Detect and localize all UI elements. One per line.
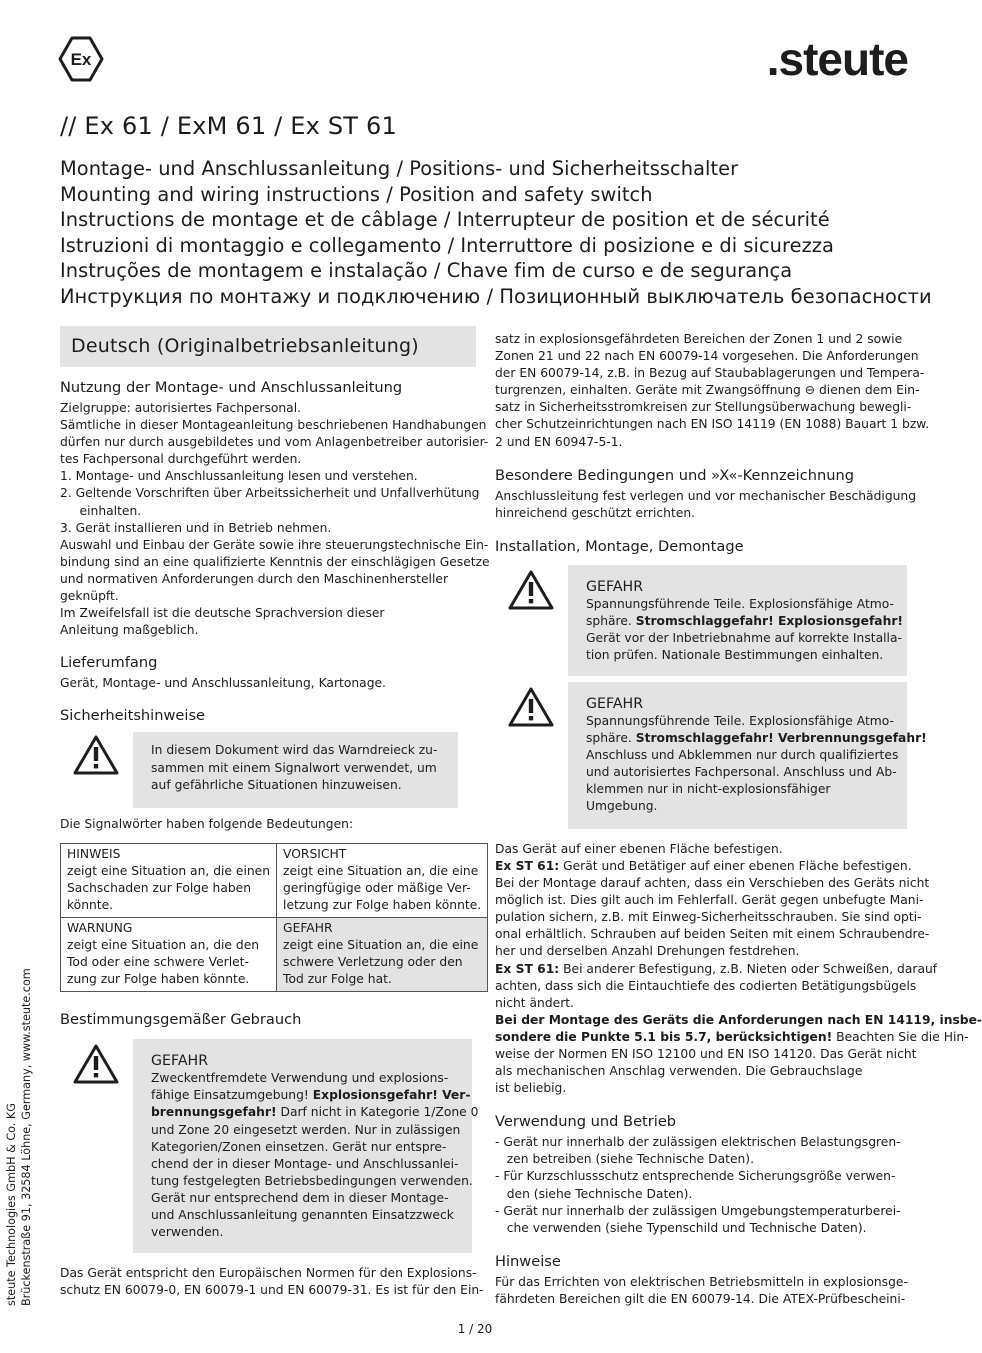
usage-line: 3. Gerät installieren und in Betrieb nehmen.	[60, 520, 332, 535]
usage-line: Anleitung maßgeblich.	[60, 623, 199, 638]
mounting-line: Ex ST 61: Gerät und Betätiger auf einer ebenen Fläche befestigen.	[495, 858, 912, 873]
usage-paragraph	[60, 400, 490, 639]
safety-note-line: sammen mit einem Signalwort verwendet, um	[151, 760, 437, 775]
mounting-line: möglich ist. Dies gilt auch im Fehlerfall. Gerät gegen unbefugte Mani-	[495, 893, 924, 908]
mounting-paragraph	[495, 841, 982, 1097]
norms-line: der EN 60079-14, z.B. in Bezug auf Staubablagerungen und Tempera-	[495, 366, 925, 381]
table-cell-warnung	[61, 917, 277, 991]
danger-line: chend der in dieser Montage- und Anschlussanlei-	[151, 1156, 459, 1171]
danger-line: und Zone 20 eingesetzt werden. Nur in zulässigen	[151, 1122, 461, 1137]
signal-word-text: zeigt eine Situation an, die eine	[283, 937, 479, 952]
list-item: - Gerät nur innerhalb der zulässigen Umgebungstemperaturberei-	[495, 1203, 901, 1218]
mounting-line: nicht ändert.	[495, 995, 574, 1010]
intended-use-heading: Bestimmungsgemäßer Gebrauch	[60, 1011, 302, 1029]
table-cell-vorsicht	[277, 843, 488, 917]
signal-intro: Die Signalwörter haben folgende Bedeutungen:	[60, 817, 354, 832]
list-item: - Gerät nur innerhalb der zulässigen elektrischen Belastungsgren-	[495, 1135, 901, 1150]
safety-heading: Sicherheitshinweise	[60, 707, 206, 725]
danger-line: verwenden.	[151, 1225, 224, 1240]
mounting-line: her und derselben Anzahl Drehungen festdrehen.	[495, 944, 800, 959]
danger-line: Umgebung.	[586, 799, 658, 814]
install-danger-1-box	[568, 565, 907, 676]
installation-heading: Installation, Montage, Demontage	[495, 537, 744, 555]
mounting-line: achten, dass sich die Eintauchtiefe des codierten Betätigungsbügels	[495, 978, 917, 993]
usage-line: und normativen Anforderungen durch den Maschinenhersteller	[60, 571, 448, 586]
brand-logo: .steute	[766, 33, 908, 85]
company-address: Brückenstraße 91, 32584 Löhne, Germany, www.steute.com	[20, 968, 33, 1306]
danger-line: und autorisiertes Fachpersonal. Anschluss und Ab-	[586, 765, 897, 780]
norms-line: satz in Sicherheitsstromkreisen zur Stellungsüberwachung bewegli-	[495, 400, 912, 415]
danger-title: GEFAHR	[151, 1053, 209, 1070]
mounting-line: weise der Normen EN ISO 12100 und EN ISO 14120. Das Gerät nicht	[495, 1046, 917, 1061]
danger-line: klemmen nur in nicht-explosionsfähiger	[586, 782, 831, 797]
norms-line: Das Gerät entspricht den Europäischen Normen für den Explosions-	[60, 1266, 477, 1281]
safety-notice	[60, 732, 476, 808]
mounting-line: Bei der Montage des Geräts die Anforderungen nach EN 14119, insbe-	[495, 1012, 982, 1027]
notes-line: Für das Errichten von elektrischen Betriebsmitteln in explosionsge-	[495, 1274, 908, 1289]
signal-word-text: Tod zur Folge hat.	[283, 972, 392, 987]
scope-text: Gerät, Montage- und Anschlussanleitung, Kartonage.	[60, 676, 386, 691]
subtitle-ru: Инструкция по монтажу и подключению / Позиционный выключатель безопасности	[60, 284, 932, 308]
signal-word-text: schwere Verletzung oder den	[283, 955, 463, 970]
notes-line: fährdeten Bereichen gilt die EN 60079-14. Die ATEX-Prüfbescheini-	[495, 1291, 906, 1306]
danger-line: brennungsgefahr! Darf nicht in Kategorie 1/Zone 0	[151, 1105, 479, 1120]
list-item: che verwenden (siehe Typenschild und Technische Daten).	[495, 1220, 867, 1235]
install-danger-1	[495, 565, 907, 676]
table-cell-hinweis	[61, 843, 277, 917]
danger-line: und Anschlussanleitung genannten Einsatzzweck	[151, 1208, 454, 1222]
danger-title: GEFAHR	[586, 578, 644, 595]
danger-line: Gerät nur entsprechend dem in dieser Montage-	[151, 1190, 449, 1205]
warning-triangle-icon	[73, 1044, 119, 1084]
subtitle-list	[60, 156, 932, 310]
usage-heading: Nutzung der Montage- und Anschlussanleitung	[60, 379, 403, 396]
mounting-line: ist beliebig.	[495, 1081, 567, 1096]
usage-line: einhalten.	[60, 503, 142, 518]
usage-line: dürfen nur durch ausgebildetes und vom Anlagenbetreiber autorisier-	[60, 435, 489, 450]
danger-line: sphäre. Stromschlaggefahr! Verbrennungsgefahr!	[586, 730, 927, 745]
subtitle-it: Istruzioni di montaggio e collegamento / Interruttore di posizione e di sicurezza	[60, 233, 834, 257]
notes-heading: Hinweise	[495, 1252, 561, 1270]
norms-line: 2 und EN 60947-5-1.	[495, 434, 623, 449]
signal-word-table	[60, 843, 488, 993]
danger-title: GEFAHR	[586, 695, 644, 712]
ex-hexagon-logo-icon	[58, 36, 104, 82]
table-row	[61, 917, 488, 991]
list-item: - Für Kurzschlussschutz entsprechende Sicherungsgröße verwen-	[495, 1169, 896, 1184]
page-number: 1 / 20	[457, 1322, 493, 1336]
signal-word-text: Tod oder eine schwere Verlet-	[67, 955, 249, 970]
intended-use-danger-box	[133, 1039, 479, 1253]
mounting-line: als mechanischen Anschlag verwenden. Die Gebrauchslage	[495, 1064, 863, 1079]
install-danger-2	[495, 682, 927, 829]
mounting-line: Bei der Montage darauf achten, dass ein Verschieben des Geräts nicht	[495, 876, 930, 891]
use-operation-heading: Verwendung und Betrieb	[495, 1113, 677, 1131]
subtitle-en: Mounting and wiring instructions / Position and safety switch	[60, 182, 653, 206]
usage-line: Sämtliche in dieser Montageanleitung beschriebenen Handhabungen	[60, 418, 487, 433]
mounting-line: sondere die Punkte 5.1 bis 5.7, berücksichtigen! Beachten Sie die Hin-	[495, 1029, 969, 1044]
signal-word-text: geringfügige oder mäßige Ver-	[283, 880, 471, 895]
scope-heading: Lieferumfang	[60, 654, 158, 672]
left-column	[60, 326, 490, 1299]
usage-line: Auswahl und Einbau der Geräte sowie ihre steuerungstechnische Ein-	[60, 537, 489, 552]
usage-line: 2. Geltende Vorschriften über Arbeitssicherheit und Unfallverhütung	[60, 486, 480, 501]
safety-note-line: In diesem Dokument wird das Warndreieck zu-	[151, 743, 438, 758]
norms-line: turgrenzen, einhalten. Geräte mit Zwangsöffnung ⊖ dienen dem Ein-	[495, 383, 920, 398]
usage-line: geknüpft.	[60, 589, 119, 604]
norms-line: cher Schutzeinrichtungen nach EN ISO 14119 (EN 1088) Bauart 1 bzw.	[495, 417, 930, 432]
intended-use-danger	[60, 1039, 479, 1253]
danger-line: Zweckentfremdete Verwendung und explosions-	[151, 1071, 449, 1086]
signal-word-text: letzung zur Folge haben könnte.	[283, 897, 482, 912]
usage-line: 1. Montage- und Anschlussanleitung lesen und verstehen.	[60, 469, 418, 484]
right-column	[495, 331, 982, 1308]
signal-word-text: zeigt eine Situation an, die eine	[283, 863, 479, 878]
language-section-bar: Deutsch (Originalbetriebsanleitung)	[60, 326, 476, 367]
install-danger-2-box	[568, 682, 927, 829]
signal-word-title: WARNUNG	[67, 920, 133, 935]
list-item: den (siehe Technische Daten).	[495, 1186, 693, 1201]
signal-word-title: GEFAHR	[283, 920, 333, 935]
signal-word-text: zeigt eine Situation an, die einen	[67, 863, 271, 878]
norms-line: Zonen 21 und 22 nach EN 60079-14 vorgesehen. Die Anforderungen	[495, 349, 919, 364]
usage-line: Im Zweifelsfall ist die deutsche Sprachversion dieser	[60, 606, 385, 621]
signal-word-text: Sachschaden zur Folge haben	[67, 880, 252, 895]
norms-paragraph	[60, 1265, 484, 1299]
ex-logo-text: Ex	[70, 50, 92, 69]
mounting-line: onal erhältlich. Schrauben auf beiden Seiten mit einem Schraubendre-	[495, 927, 930, 942]
x-marking-line: Anschlussleitung fest verlegen und vor mechanischer Beschädigung	[495, 488, 917, 503]
danger-line: Spannungsführende Teile. Explosionsfähige Atmo-	[586, 713, 894, 728]
danger-line: tion prüfen. Nationale Bestimmungen einhalten.	[586, 648, 884, 663]
norms-line: schutz EN 60079-0, EN 60079-1 und EN 60079-31. Es ist für den Ein-	[60, 1283, 484, 1298]
signal-word-text: zeigt eine Situation an, die den	[67, 937, 260, 952]
warning-triangle-icon	[508, 687, 554, 727]
mounting-line: pulation sichern, z.B. mit Einweg-Sicherheitsschrauben. Sie sind opti-	[495, 910, 922, 925]
signal-word-title: VORSICHT	[283, 846, 347, 861]
mounting-line: Das Gerät auf einer ebenen Fläche befestigen.	[495, 841, 783, 856]
mounting-line: Ex ST 61: Bei anderer Befestigung, z.B. Nieten oder Schweißen, darauf	[495, 961, 938, 976]
notes-paragraph	[495, 1274, 907, 1308]
danger-line: Spannungsführende Teile. Explosionsfähige Atmo-	[586, 596, 894, 611]
danger-line: tung festgelegten Betriebsbedingungen verwenden.	[151, 1173, 473, 1188]
danger-line: Gerät vor der Inbetriebnahme auf korrekte Installa-	[586, 631, 902, 646]
x-marking-line: hinreichend geschützt errichten.	[495, 505, 696, 520]
usage-line: bindung sind an eine qualifizierte Kenntnis der einschlägigen Gesetze	[60, 554, 490, 569]
x-marking-paragraph	[495, 488, 917, 522]
danger-line: Kategorien/Zonen einsetzen. Gerät nur entspre-	[151, 1139, 447, 1154]
norms-line: satz in explosionsgefährdeten Bereichen der Zonen 1 und 2 sowie	[495, 332, 903, 346]
norms-continuation	[495, 331, 930, 451]
use-operation-list	[495, 1134, 907, 1237]
company-name: steute Technologies GmbH & Co. KG	[5, 1103, 18, 1306]
usage-line: Zielgruppe: autorisiertes Fachpersonal.	[60, 401, 302, 415]
company-address-sidebar	[4, 966, 34, 1306]
danger-line: fähige Einsatzumgebung! Explosionsgefahr! Ver-	[151, 1088, 471, 1103]
safety-note-box	[133, 732, 458, 808]
list-item: zen betreiben (siehe Technische Daten).	[495, 1152, 755, 1167]
x-marking-heading: Besondere Bedingungen und »X«-Kennzeichnung	[495, 466, 854, 484]
table-cell-gefahr	[277, 917, 488, 991]
danger-line: Anschluss und Abklemmen nur durch qualifiziertes	[586, 748, 899, 763]
usage-line: tes Fachpersonal durchgeführt werden.	[60, 452, 302, 467]
table-row	[61, 843, 488, 917]
subtitle-de: Montage- und Anschlussanleitung / Positions- und Sicherheitsschalter	[60, 157, 739, 180]
signal-word-text: zung zur Folge haben könnte.	[67, 972, 250, 987]
document-title: // Ex 61 / ExM 61 / Ex ST 61	[60, 112, 397, 140]
danger-line: sphäre. Stromschlaggefahr! Explosionsgefahr!	[586, 613, 904, 628]
signal-word-text: könnte.	[67, 897, 114, 912]
safety-note-line: auf gefährliche Situationen hinzuweisen.	[151, 777, 402, 792]
warning-triangle-icon	[73, 735, 119, 775]
warning-triangle-icon	[508, 570, 554, 610]
subtitle-pt: Instruções de montagem e instalação / Chave fim de curso e de segurança	[60, 259, 793, 283]
signal-word-title: HINWEIS	[67, 846, 121, 861]
subtitle-fr: Instructions de montage et de câblage / Interrupteur de position et de sécurité	[60, 208, 830, 232]
